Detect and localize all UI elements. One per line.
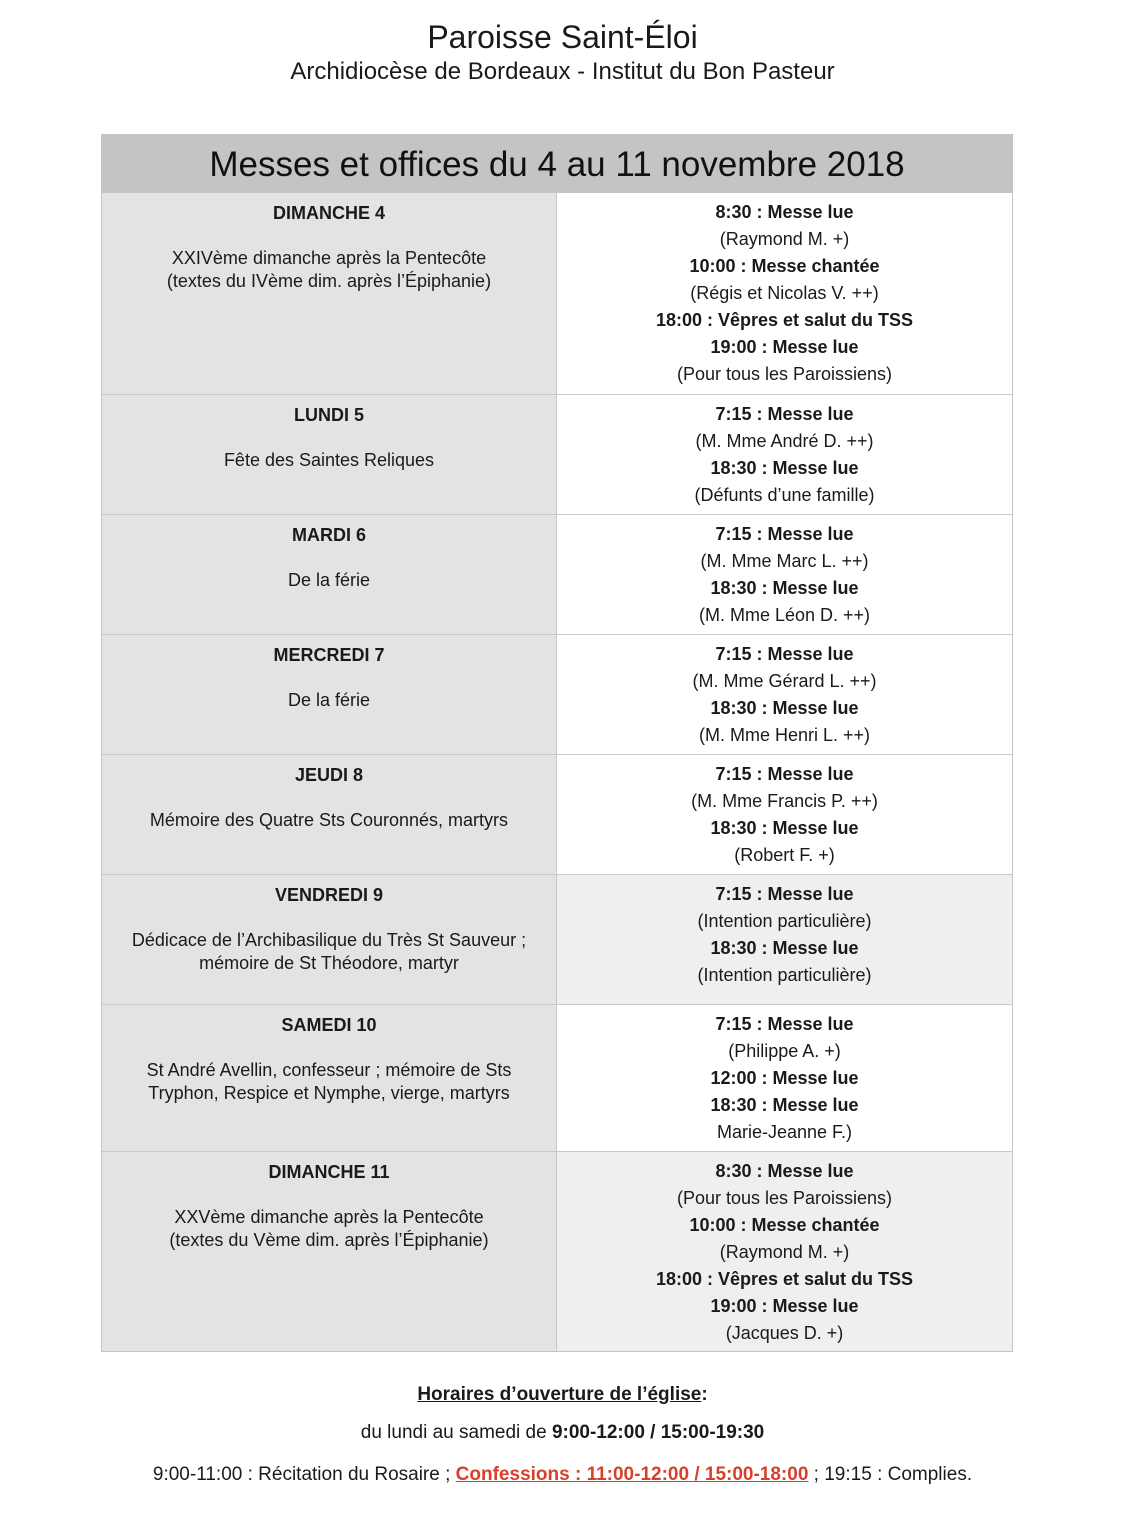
day-label: DIMANCHE 11 xyxy=(268,1162,390,1182)
mass-times-cell xyxy=(557,755,1012,874)
schedule-row xyxy=(102,514,1012,634)
mass-time: 7:15 : Messe lue xyxy=(715,644,854,664)
mass-intention: (Intention particulière) xyxy=(697,911,872,931)
mass-time: 10:00 : Messe chantée xyxy=(689,1215,880,1235)
mass-intention: (M. Mme André D. ++) xyxy=(695,431,874,451)
day-label: JEUDI 8 xyxy=(294,765,364,785)
day-cell xyxy=(102,1005,557,1151)
rosary-text: 9:00-11:00 : Récitation du Rosaire ; xyxy=(152,1464,456,1485)
mass-intention: (M. Mme Gérard L. ++) xyxy=(692,671,877,691)
mass-time: 7:15 : Messe lue xyxy=(715,884,854,904)
mass-time: 8:30 : Messe lue xyxy=(715,202,854,222)
mass-times-cell xyxy=(557,635,1012,754)
mass-time: 18:00 : Vêpres et salut du TSS xyxy=(655,1269,914,1289)
mass-intention: (Philippe A. +) xyxy=(728,1041,841,1061)
day-label: LUNDI 5 xyxy=(293,405,364,425)
hours-prefix: du lundi au samedi de xyxy=(360,1422,552,1443)
liturgical-feast: XXVème dimanche après la Pentecôte (textes du Vème dim. après l’Épiphanie) xyxy=(169,1207,489,1250)
opening-hours-line xyxy=(0,1422,1125,1444)
day-cell xyxy=(102,635,557,754)
schedule-row xyxy=(102,634,1012,754)
mass-times-cell xyxy=(557,515,1012,634)
mass-intention: (M. Mme Henri L. ++) xyxy=(698,725,871,745)
hours-value: 9:00-12:00 / 15:00-19:30 xyxy=(551,1422,765,1443)
opening-hours-title-suffix: : xyxy=(701,1384,708,1405)
day-cell xyxy=(102,755,557,874)
mass-times-cell xyxy=(557,193,1012,394)
mass-intention: (Jacques D. +) xyxy=(725,1323,844,1343)
mass-intention: (Régis et Nicolas V. ++) xyxy=(690,283,879,303)
liturgical-feast: Fête des Saintes Reliques xyxy=(223,450,435,470)
day-label: MERCREDI 7 xyxy=(273,645,385,665)
schedule-row xyxy=(102,1004,1012,1151)
schedule-table xyxy=(101,134,1013,1352)
liturgical-feast: De la férie xyxy=(287,690,371,710)
mass-time: 19:00 : Messe lue xyxy=(710,337,859,357)
mass-time: 18:30 : Messe lue xyxy=(710,458,859,478)
day-cell xyxy=(102,1152,557,1351)
liturgical-feast: St André Avellin, confesseur ; mémoire de Sts Tryphon, Respice et Nymphe, vierge, martyrs xyxy=(146,1060,512,1103)
mass-time: 18:30 : Messe lue xyxy=(710,1095,859,1115)
mass-time: 7:15 : Messe lue xyxy=(715,524,854,544)
mass-intention: (Pour tous les Paroissiens) xyxy=(676,364,893,384)
mass-intention: (M. Mme Francis P. ++) xyxy=(691,791,878,811)
mass-time: 18:30 : Messe lue xyxy=(710,818,859,838)
parish-title: Paroisse Saint-Éloi xyxy=(427,19,698,55)
mass-times-cell xyxy=(557,1152,1012,1351)
mass-time: 18:30 : Messe lue xyxy=(710,578,859,598)
mass-time: 10:00 : Messe chantée xyxy=(689,256,880,276)
mass-intention: (Robert F. +) xyxy=(734,845,835,865)
opening-hours-title-text: Horaires d’ouverture de l’église xyxy=(417,1384,702,1405)
devotions-line xyxy=(0,1464,1125,1486)
schedule-row xyxy=(102,754,1012,874)
schedule-rows xyxy=(102,193,1012,1351)
liturgical-feast: De la férie xyxy=(287,570,371,590)
mass-intention: (Défunts d’une famille) xyxy=(694,485,875,505)
day-label: SAMEDI 10 xyxy=(281,1015,377,1035)
day-label: DIMANCHE 4 xyxy=(272,203,385,223)
mass-time: 18:00 : Vêpres et salut du TSS xyxy=(655,310,914,330)
day-cell xyxy=(102,875,557,1004)
mass-time: 18:30 : Messe lue xyxy=(710,698,859,718)
liturgical-feast: Mémoire des Quatre Sts Couronnés, martyrs xyxy=(149,810,509,830)
mass-time: 7:15 : Messe lue xyxy=(715,404,854,424)
mass-intention: (Intention particulière) xyxy=(697,965,872,985)
mass-time: 7:15 : Messe lue xyxy=(715,1014,854,1034)
confessions-text: Confessions : 11:00-12:00 / 15:00-18:00 xyxy=(455,1464,809,1485)
parish-subtitle: Archidiocèse de Bordeaux - Institut du Bon Pasteur xyxy=(290,58,835,85)
compline-text: ; 19:15 : Complies. xyxy=(808,1464,973,1485)
mass-intention: (Pour tous les Paroissiens) xyxy=(676,1188,893,1208)
mass-time: 8:30 : Messe lue xyxy=(715,1161,854,1181)
liturgical-feast: XXIVème dimanche après la Pentecôte (textes du IVème dim. après l’Épiphanie) xyxy=(166,248,492,291)
day-cell xyxy=(102,515,557,634)
mass-time: 12:00 : Messe lue xyxy=(710,1068,859,1088)
schedule-row xyxy=(102,1151,1012,1351)
mass-times-cell xyxy=(557,1005,1012,1151)
schedule-row xyxy=(102,193,1012,394)
mass-time: 18:30 : Messe lue xyxy=(710,938,859,958)
mass-times-cell xyxy=(557,395,1012,514)
liturgical-feast: Dédicace de l’Archibasilique du Très St Sauveur ; mémoire de St Théodore, martyr xyxy=(131,930,527,973)
mass-intention: (Raymond M. +) xyxy=(719,1242,850,1262)
mass-intention: Marie-Jeanne F.) xyxy=(716,1122,853,1142)
mass-intention: (M. Mme Léon D. ++) xyxy=(698,605,871,625)
schedule-banner: Messes et offices du 4 au 11 novembre 2018 xyxy=(102,135,1012,193)
day-label: VENDREDI 9 xyxy=(274,885,384,905)
mass-time: 7:15 : Messe lue xyxy=(715,764,854,784)
schedule-row xyxy=(102,394,1012,514)
mass-time: 19:00 : Messe lue xyxy=(710,1296,859,1316)
opening-hours-title xyxy=(0,1384,1125,1406)
day-cell xyxy=(102,395,557,514)
mass-times-cell xyxy=(557,875,1012,1004)
mass-intention: (Raymond M. +) xyxy=(719,229,850,249)
mass-intention: (M. Mme Marc L. ++) xyxy=(700,551,869,571)
day-cell xyxy=(102,193,557,394)
schedule-row xyxy=(102,874,1012,1004)
day-label: MARDI 6 xyxy=(291,525,366,545)
